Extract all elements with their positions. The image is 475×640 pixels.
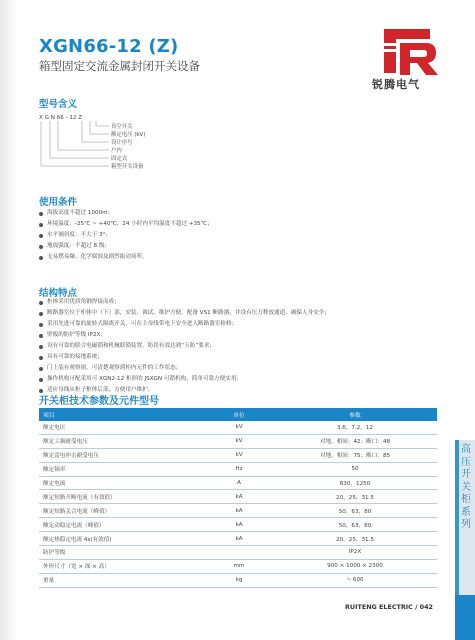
table-row [39, 532, 437, 546]
list-item: 操作机构可配采用可 XGN2-12 柜形的 JSXGN 可锁机构，简单可靠方便实用； [39, 374, 449, 385]
section-title-params: 开关柜技术参数及元件型号 [39, 396, 159, 407]
side-tab-accent [455, 440, 459, 595]
model-code-diagram [39, 112, 239, 192]
side-tab [455, 440, 475, 595]
model-label: 设计序号 [111, 140, 133, 146]
table-header-value: 参数 [273, 408, 437, 421]
corner-block [455, 595, 475, 640]
table-row [39, 490, 437, 504]
param-name: 额定工频耐受电压 [39, 434, 205, 448]
param-value: ~ 600 [273, 573, 437, 587]
model-label: 额定电压 (kV) [111, 132, 146, 138]
list-item: 环境温度：-25℃ ~ +40℃，24 小时内平均温度不超过 +35℃； [39, 219, 449, 230]
list-item: 海拔高度不超过 1000m； [39, 208, 449, 219]
params-table [39, 408, 437, 588]
param-value: 900 × 1000 × 2300 [273, 559, 437, 573]
param-unit: kA [205, 504, 273, 518]
param-name: 额定动稳定电流（峰值） [39, 518, 205, 532]
param-name: 额定短路开断电流（有效值） [39, 490, 205, 504]
model-label: 真空开关 [111, 124, 133, 130]
table-header-row [39, 408, 437, 421]
list-item: 门上装有观察窗，可清楚观察到柜内元件的工作状态； [39, 363, 449, 374]
param-value: 50，63，80 [273, 518, 437, 532]
param-unit [205, 546, 273, 560]
table-row [39, 573, 437, 587]
param-name: 额定雷电冲击耐受电压 [39, 448, 205, 462]
page-subtitle: 箱型固定交流金属封闭开关设备 [39, 59, 200, 73]
page-footer: RUITENG ELECTRIC / 042 [345, 603, 433, 611]
param-value: 50 [273, 462, 437, 476]
param-unit: mm [205, 559, 273, 573]
brand-name: 锐腾电气 [372, 78, 420, 91]
list-item: 设有可靠的联合电磁锁和机械联锁装置，防误有效达到“五防”要求； [39, 341, 449, 352]
table-row [39, 518, 437, 532]
param-unit: kV [205, 448, 273, 462]
param-value: IP2X [273, 546, 437, 560]
table-row [39, 462, 437, 476]
param-value: 50，63，80 [273, 504, 437, 518]
section-title-model: 型号含义 [39, 99, 78, 110]
table-row [39, 504, 437, 518]
param-unit: kV [205, 421, 273, 434]
param-name: 额定短路关合电流（峰值） [39, 504, 205, 518]
page-title: XGN66-12 (Z) [39, 36, 179, 57]
table-row [39, 559, 437, 573]
table-header-unit: 单位 [205, 408, 273, 421]
table-row [39, 434, 437, 448]
param-name: 额定频率 [39, 462, 205, 476]
param-name: 额定电压 [39, 421, 205, 434]
list-item: 断路器室位于柜体中（下）部，安装、调试、维护方便。配备 VS1 断路器，并设有压力释放通道，确保人身安全； [39, 308, 449, 319]
param-unit: Hz [205, 462, 273, 476]
page-edge-shadow [0, 0, 18, 640]
param-unit: kV [205, 434, 273, 448]
model-label: 户内 [111, 148, 122, 154]
param-value: 对地、相间：42；断口：48 [273, 434, 437, 448]
section-title-conditions: 使用条件 [39, 197, 78, 208]
model-code: X G N 66 - 12 Z [39, 115, 83, 121]
param-name: 重量 [39, 573, 205, 587]
param-value: 20，25，31.5 [273, 532, 437, 546]
list-item: 水平倾斜度：不大于 3°； [39, 230, 449, 241]
table-header-item: 项目 [39, 408, 205, 421]
table-row [39, 448, 437, 462]
param-value: 20，25，31.5 [273, 490, 437, 504]
param-value: 3.6，7.2，12 [273, 421, 437, 434]
param-unit: A [205, 476, 273, 490]
param-name: 额定电流 [39, 476, 205, 490]
param-name: 额定热稳定电流 4s(有效值) [39, 532, 205, 546]
param-unit: kA [205, 532, 273, 546]
param-unit: kA [205, 518, 273, 532]
list-item: 柜体采用优质角钢焊接而成； [39, 297, 449, 308]
param-unit: kg [205, 573, 273, 587]
model-label: 箱型开关设备 [111, 164, 144, 170]
param-name: 防护等级 [39, 546, 205, 560]
side-tab-label: 高压开关柜系列 [461, 444, 471, 530]
param-value: 630，1250 [273, 476, 437, 490]
table-row [39, 546, 437, 560]
list-item: 无易燃易爆、化学腐蚀及剧烈振动场所。 [39, 252, 449, 263]
list-item: 壁板的防护等级 IP2X； [39, 330, 449, 341]
param-unit: kA [205, 490, 273, 504]
list-item: 具有可靠的接地系统； [39, 352, 449, 363]
table-row [39, 476, 437, 490]
model-label: 固定式 [111, 156, 128, 162]
table-row [39, 421, 437, 434]
features-list [39, 297, 449, 396]
param-value: 对地、相间：75；断口：85 [273, 448, 437, 462]
list-item: 适应母线从柜子框体后部，方便用户维护。 [39, 385, 449, 396]
list-item: 采用先进可靠的旋转式隔离开关，可在主母线带电下安全进入断路器室检修； [39, 319, 449, 330]
param-name: 外形尺寸（宽 × 深 × 高） [39, 559, 205, 573]
section-title-features: 结构特点 [39, 288, 78, 299]
list-item: 地震强度：不超过 8 级； [39, 241, 449, 252]
conditions-list [39, 208, 449, 263]
